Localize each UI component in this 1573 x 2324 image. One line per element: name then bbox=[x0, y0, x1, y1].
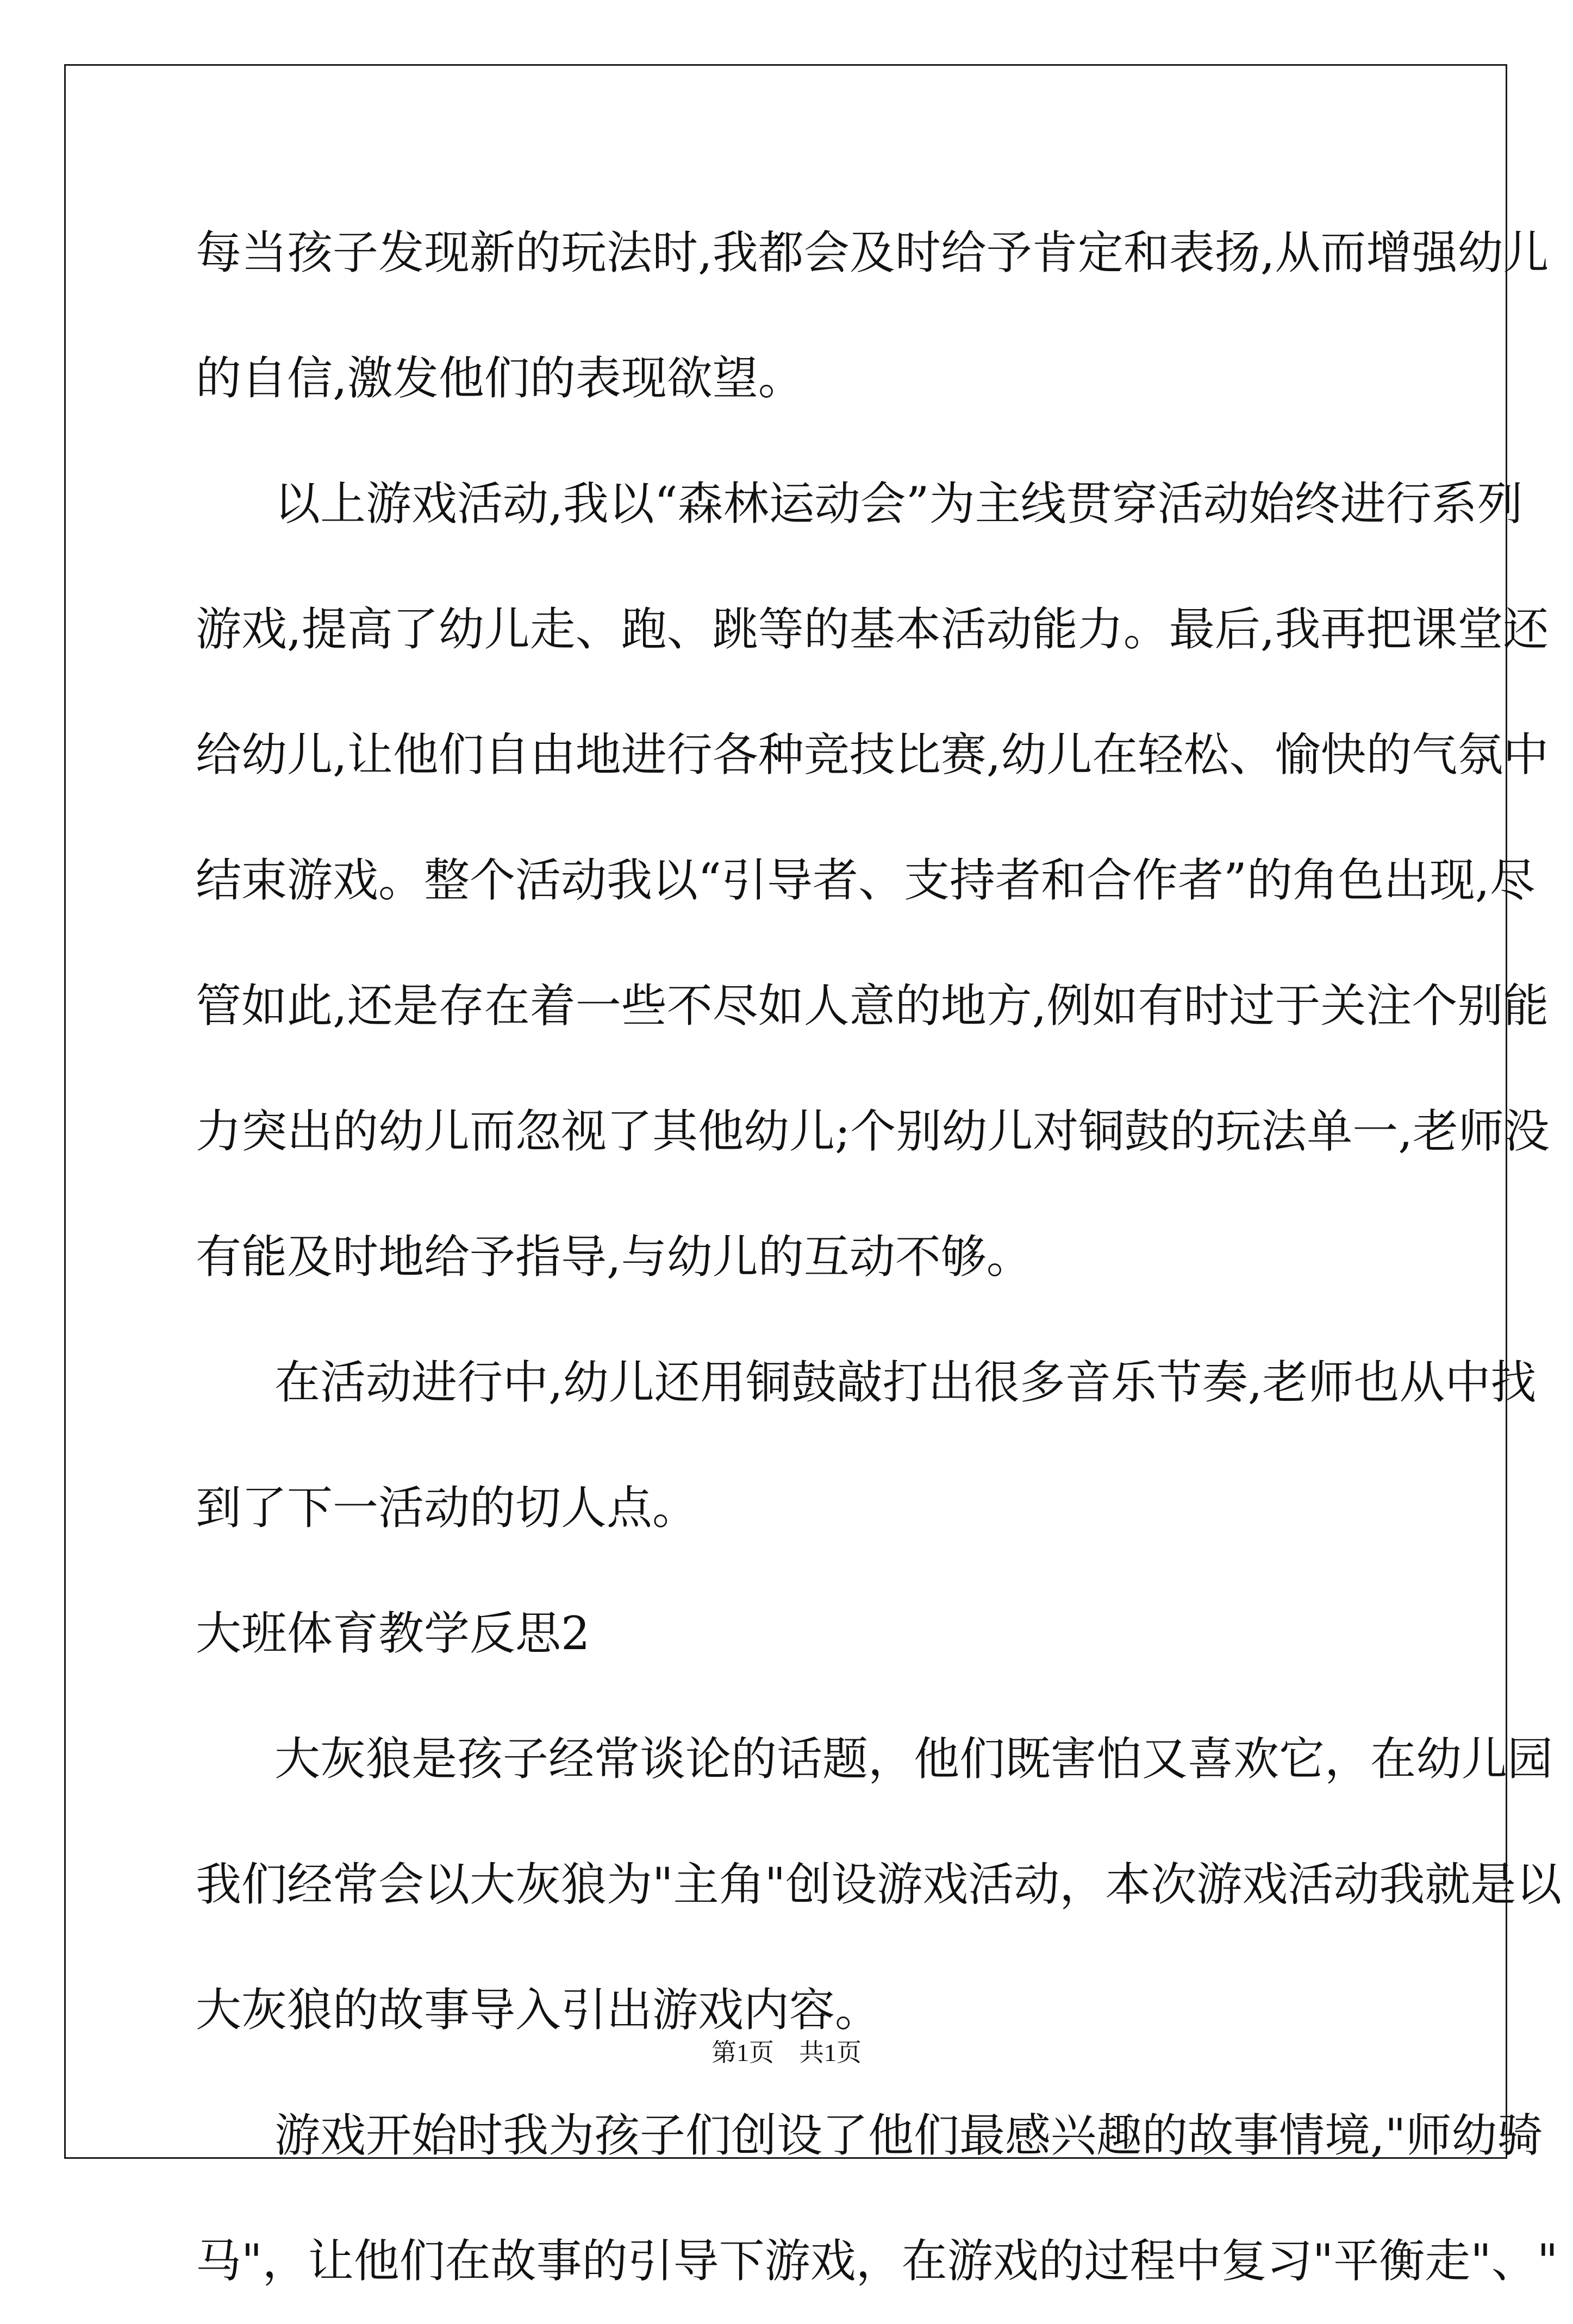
text-line-13: 大灰狼是孩子经常谈论的话题，他们既害怕又喜欢它，在幼儿园 bbox=[274, 1732, 1553, 1786]
text-line-5: 给幼儿,让他们自由地进行各种竞技比赛,幼儿在轻松、愉快的气氛中 bbox=[196, 728, 1549, 781]
text-line-1: 每当孩子发现新的玩法时,我都会及时给予肯定和表扬,从而增强幼儿 bbox=[196, 226, 1549, 279]
document-body bbox=[196, 190, 1562, 2324]
section-heading: 大班体育教学反思2 bbox=[196, 1607, 590, 1660]
text-line-11: 到了下一活动的切人点。 bbox=[196, 1481, 698, 1534]
text-line-7: 管如此,还是存在着一些不尽如人意的地方,例如有时过于关注个别能 bbox=[196, 979, 1549, 1032]
text-line-4: 游戏,提高了幼儿走、跑、跳等的基本活动能力。最后,我再把课堂还 bbox=[196, 603, 1549, 656]
text-line-14: 我们经常会以大灰狼为"主角"创设游戏活动，本次游戏活动我就是以 bbox=[196, 1858, 1562, 1911]
text-line-2: 的自信,激发他们的表现欲望。 bbox=[196, 352, 804, 405]
text-line-9: 有能及时地给予指导,与幼儿的互动不够。 bbox=[196, 1230, 1032, 1283]
page-number-footer: 第1页 共1页 bbox=[711, 2039, 862, 2066]
text-line-3: 以上游戏活动,我以“森林运动会”为主线贯穿活动始终进行系列 bbox=[274, 477, 1523, 530]
text-line-15: 大灰狼的故事导入引出游戏内容。 bbox=[196, 1983, 881, 2037]
text-line-6: 结束游戏。整个活动我以“引导者、支持者和合作者”的角色出现,尽 bbox=[196, 854, 1535, 907]
text-line-17: 马"，让他们在故事的引导下游戏，在游戏的过程中复习"平衡走"、" bbox=[196, 2234, 1558, 2288]
text-line-10: 在活动进行中,幼儿还用铜鼓敲打出很多音乐节奏,老师也从中找 bbox=[274, 1356, 1537, 1409]
text-line-16: 游戏开始时我为孩子们创设了他们最感兴趣的故事情境,"师幼骑 bbox=[274, 2109, 1543, 2162]
text-line-8: 力突出的幼儿而忽视了其他幼儿;个别幼儿对铜鼓的玩法单一,老师没 bbox=[196, 1105, 1550, 1158]
